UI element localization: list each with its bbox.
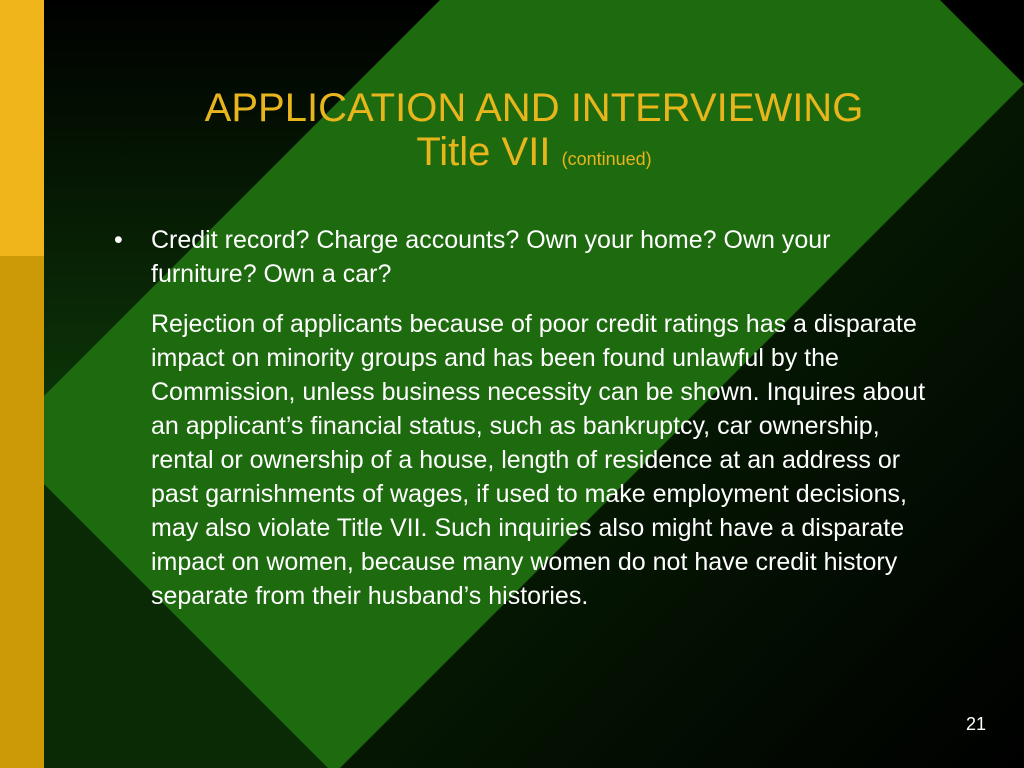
bullet-text: Credit record? Charge accounts? Own your home? Own your furniture? Own a car? bbox=[151, 226, 831, 288]
left-bar-top bbox=[0, 0, 44, 256]
title-subline bbox=[44, 130, 1024, 181]
title-main: APPLICATION AND INTERVIEWING bbox=[204, 86, 864, 130]
title-sub-note: (continued) bbox=[561, 149, 652, 169]
bullet-icon: • bbox=[114, 226, 123, 254]
bullet-item bbox=[110, 223, 940, 291]
slide-body bbox=[110, 223, 940, 613]
slide-title bbox=[44, 86, 1024, 181]
page-number: 21 bbox=[965, 714, 986, 734]
left-bar-bottom bbox=[0, 256, 44, 768]
title-sub: Title VII bbox=[416, 130, 551, 174]
body-paragraph: Rejection of applicants because of poor credit ratings has a disparate impact on minority groups and has been found unlawful by the Commission, unless business necessity can be shown. Inquires about an applicant’s financial status, such as bankruptcy, car ownership, rental or ownership of a house, length of residence at an address or past garnishments of wages, if used to make employment decisions, may also violate Title VII. Such inquiries also might have a disparate impact on women, because many women do not have credit history separate from their husband’s histories. bbox=[151, 310, 926, 610]
